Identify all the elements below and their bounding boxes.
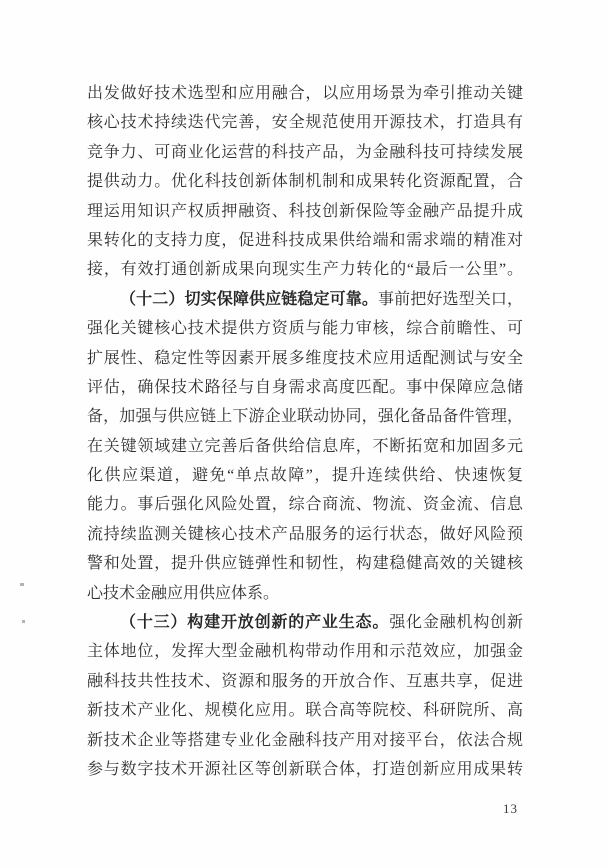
text-line: 在关键领域建立完善后备供给信息库，不断拓宽和加固多元 (87, 437, 523, 455)
scan-speck (22, 620, 25, 623)
text-line: 备，加强与供应链上下游企业联动协同，强化备品备件管理， (87, 408, 523, 426)
text-line: 流持续监测关键核心技术产品服务的运行状态，做好风险预 (87, 525, 523, 543)
text-line: 核心技术持续迭代完善，安全规范使用开源技术，打造具有 (87, 114, 523, 132)
text-line: 竞争力、可商业化运营的科技产品，为金融科技可持续发展 (87, 143, 523, 161)
paragraph-heading: （十二）切实保障供应链稳定可靠。 (120, 290, 378, 308)
text-line: 参与数字技术开源社区等创新联合体，打造创新应用成果转 (87, 760, 523, 778)
text-line: （十三）构建开放创新的产业生态。强化金融机构创新 (120, 614, 523, 632)
text-line: 融科技共性技术、资源和服务的开放合作、互惠共享，促进 (87, 672, 523, 690)
text-line: （十二）切实保障供应链稳定可靠。事前把好选型关口， (120, 290, 523, 308)
text-line: 能力。事后强化风险处置，综合商流、物流、资金流、信息 (87, 496, 523, 514)
text-line: 扩展性、稳定性等因素开展多维度技术应用适配测试与安全 (87, 349, 523, 367)
text-line: 化供应渠道，避免“单点故障”，提升连续供给、快速恢复 (87, 467, 523, 485)
text-line: 提供动力。优化科技创新体制机制和成果转化资源配置，合 (87, 173, 523, 191)
text-line: 心技术金融应用供应体系。 (87, 584, 280, 602)
page-number: 13 (503, 801, 518, 816)
paragraph-heading: （十三）构建开放创新的产业生态。 (120, 614, 390, 632)
scan-speck (20, 583, 24, 586)
text-line: 果转化的支持力度，促进科技成果供给端和需求端的精准对 (87, 231, 523, 249)
text-line: 主体地位，发挥大型金融机构带动作用和示范效应，加强金 (87, 643, 523, 661)
text-line: 强化关键核心技术提供方资质与能力审核，综合前瞻性、可 (87, 320, 523, 338)
text-line: 新技术企业等搭建专业化金融科技产用对接平台，依法合规 (87, 731, 523, 749)
text-line: 警和处置，提升供应链弹性和韧性，构建稳健高效的关键核 (87, 555, 523, 573)
text-line: 评估，确保技术路径与自身需求高度匹配。事中保障应急储 (87, 378, 523, 396)
body-text (87, 79, 523, 784)
text-line: 理运用知识产权质押融资、科技创新保险等金融产品提升成 (87, 202, 523, 220)
text-line: 出发做好技术选型和应用融合，以应用场景为牵引推动关键 (87, 85, 523, 102)
text-line: 接，有效打通创新成果向现实生产力转化的“最后一公里”。 (87, 261, 523, 279)
text-line: 新技术产业化、规模化应用。联合高等院校、科研院所、高 (87, 702, 523, 720)
